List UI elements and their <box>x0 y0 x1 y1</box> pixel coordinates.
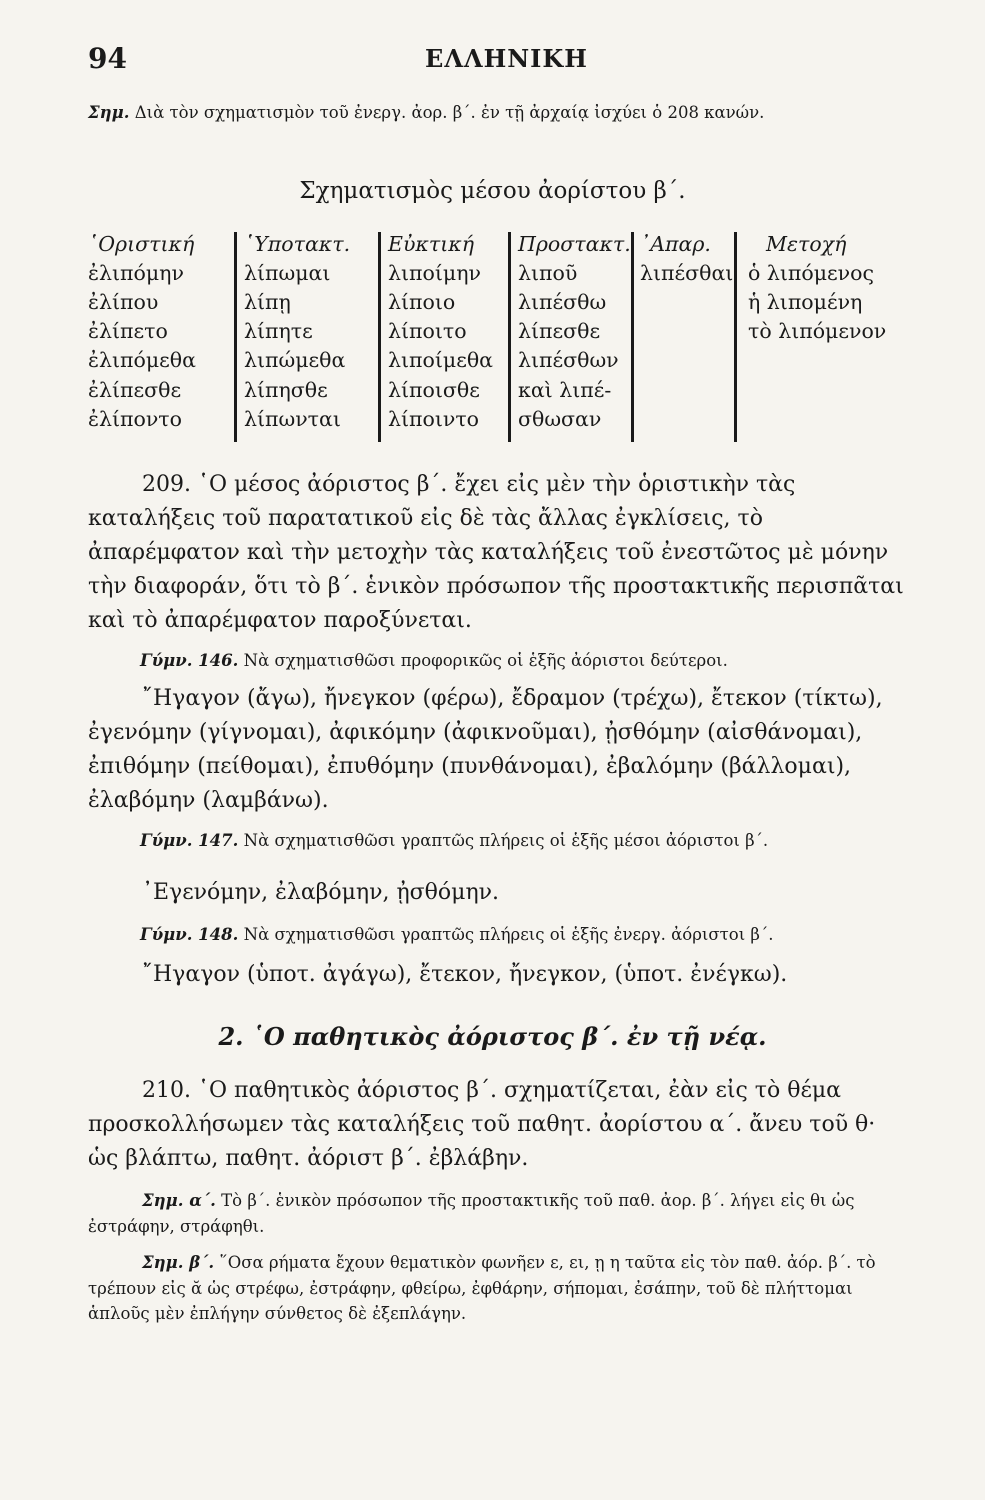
column-divider <box>734 232 737 442</box>
column-divider <box>508 232 511 442</box>
table-cell: λιπέσθων <box>518 348 619 373</box>
table-cell: ἐλιπόμεθα <box>88 348 196 373</box>
column-header: ᾿Απαρ. <box>640 232 711 256</box>
table-title: Σχηματισμὸς μέσου ἀορίστου β΄. <box>299 178 686 204</box>
table-cell: λιποίμην <box>388 261 481 286</box>
paragraph-number: 209. <box>142 472 191 497</box>
table-cell: ἐλίποντο <box>88 406 182 431</box>
page-header <box>88 42 925 82</box>
table-cell: λίπωνται <box>244 406 341 431</box>
exercise-148 <box>140 922 907 948</box>
note-b <box>88 1250 907 1327</box>
column-participle <box>748 230 886 346</box>
exercise-instruction: Νὰ σχηματισθῶσι προφορικῶς οἱ ἑξῆς ἀόριστοι δεύτεροι. <box>243 651 728 670</box>
table-cell: ἐλιπόμην <box>88 261 184 286</box>
table-cell: ὁ λιπόμενος <box>748 261 874 286</box>
exercise-instruction: Νὰ σχηματισθῶσι γραπτῶς πλήρεις οἱ ἑξῆς μέσοι ἀόριστοι β΄. <box>243 831 769 850</box>
column-header: Μετοχή <box>766 232 847 256</box>
table-cell: λίπητε <box>244 319 313 344</box>
table-cell: λίποισθε <box>388 377 480 402</box>
paragraph-text: ῾Ο μέσος ἀόριστος β΄. ἔχει εἰς μὲν τὴν ὁριστικὴν τὰς καταλήξεις τοῦ παρατατικοῦ εἰς δὲ τὰς ἄλλας ἐγκλίσεις, τὸ ἀπαρέμφατον καὶ τὴν μετοχὴν τὰς καταλήξεις τοῦ ἐνεστῶτος μὲ μόνην τὴν διαφοράν, ὅτι τὸ β΄. ἑνικὸν πρόσωπον τῆς προστακτικῆς περισπᾶται καὶ τὸ ἀπαρέμφατον παροξύνεται. <box>88 472 904 634</box>
table-cell: λιποίμεθα <box>388 348 494 373</box>
table-cell: λιπώμεθα <box>244 348 346 373</box>
note-1-label: Σημ. <box>88 103 130 122</box>
note-label: Σημ. β΄. <box>142 1253 215 1272</box>
note-1-text: Διὰ τὸν σχηματισμὸν τοῦ ἐνεργ. ἀορ. β΄. ἐν τῇ ἀρχαίᾳ ἰσχύει ὁ 208 κανών. <box>134 103 765 122</box>
column-divider <box>234 232 237 442</box>
note-1 <box>88 100 907 126</box>
table-cell: λιποῦ <box>518 261 578 286</box>
table-cell: λίποιο <box>388 290 456 315</box>
table-cell: ἐλίπεσθε <box>88 377 182 402</box>
column-header: Εὐκτική <box>388 232 474 256</box>
table-cell: τὸ λιπόμενον <box>748 319 887 344</box>
exercise-label: Γύμν. 147. <box>140 831 239 850</box>
running-title: ΕΛΛΗΝΙΚΗ <box>425 44 588 73</box>
page-number: 94 <box>88 42 127 75</box>
exercise-146-body: ῎Ηγαγον (ἄγω), ἤνεγκον (φέρω), ἔδραμον (τρέχω), ἔτεκον (τίκτω), ἐγενόμην (γίγνομαι), ἀφικόμην (ἀφικνοῦμαι), ᾐσθόμην (αἰσθάνομαι), ἐπιθόμην (πείθομαι), ἐπυθόμην (πυνθάνομαι), ἐβαλόμην (βάλλομαι), ἐλαβόμην (λαμβάνω). <box>88 686 883 814</box>
table-cell: καὶ λιπέ- <box>518 377 612 402</box>
table-cell: ἐλίπετο <box>88 319 168 344</box>
note-label: Σημ. α΄. <box>142 1191 216 1210</box>
column-header: Προστακτ. <box>518 232 631 256</box>
column-header: ῾Υποτακτ. <box>244 232 351 256</box>
table-cell: λίποιτο <box>388 319 467 344</box>
table-cell: λιπέσθαι <box>640 261 734 286</box>
table-cell: λίποιντο <box>388 406 480 431</box>
table-cell: σθωσαν <box>518 406 602 431</box>
column-optative <box>388 230 493 434</box>
paragraph-210 <box>88 1074 907 1176</box>
exercise-label: Γύμν. 148. <box>140 925 239 944</box>
section-heading: 2. ῾Ο παθητικὸς ἀόριστος β΄. ἐν τῇ νέᾳ. <box>218 1022 767 1051</box>
table-cell: ἐλίπου <box>88 290 159 315</box>
exercise-label: Γύμν. 146. <box>140 651 239 670</box>
column-divider <box>631 232 634 442</box>
exercise-147-body: ᾿Εγενόμην, ἐλαβόμην, ᾐσθόμην. <box>142 880 500 905</box>
column-subjunctive <box>244 230 350 434</box>
column-indicative <box>88 230 196 434</box>
note-text: Τὸ β΄. ἑνικὸν πρόσωπον τῆς προστακτικῆς τοῦ παθ. ἀορ. β΄. λήγει εἰς θι ὡς ἐστράφην, στράφηθι. <box>88 1191 855 1236</box>
table-cell: ἡ λιπομένη <box>748 290 863 315</box>
column-infinitive <box>640 230 733 288</box>
table-cell: λίπωμαι <box>244 261 331 286</box>
column-divider <box>378 232 381 442</box>
conjugation-table <box>88 230 888 448</box>
paragraph-text: ῾Ο παθητικὸς ἀόριστος β΄. σχηματίζεται, ἐὰν εἰς τὸ θέμα προσκολλήσωμεν τὰς καταλήξεις τοῦ παθητ. ἀορίστου α΄. ἄνευ τοῦ θ· ὡς βλάπτω, παθητ. ἀόριστ β΄. ἐβλάβην. <box>88 1078 876 1172</box>
note-text: ῞Οσα ρήματα ἔχουν θεματικὸν φωνῆεν ε, ει, ῃ η ταῦτα εἰς τὸν παθ. ἀόρ. β΄. τὸ τρέπουν εἰς ᾰ ὡς στρέφω, ἐστράφην, φθείρω, ἐφθάρην, σήπομαι, ἐσάπην, τοῦ δὲ πλήττομαι ἁπλοῦς μὲν ἐπλήγην σύνθετος δὲ ἐξεπλάγην. <box>88 1253 876 1324</box>
exercise-146 <box>140 648 907 674</box>
exercise-147 <box>140 828 907 854</box>
table-cell: λίπεσθε <box>518 319 601 344</box>
table-cell: λίπῃ <box>244 290 291 315</box>
column-imperative <box>518 230 631 434</box>
paragraph-number: 210. <box>142 1078 191 1103</box>
paragraph-209 <box>88 468 907 638</box>
table-cell: λιπέσθω <box>518 290 607 315</box>
exercise-148-body: ῎Ηγαγον (ὑποτ. ἀγάγω), ἔτεκον, ἤνεγκον, (ὑποτ. ἐνέγκω). <box>142 962 788 987</box>
note-a <box>88 1188 907 1239</box>
exercise-instruction: Νὰ σχηματισθῶσι γραπτῶς πλήρεις οἱ ἑξῆς ἐνεργ. ἀόριστοι β΄. <box>243 925 774 944</box>
table-cell: λίπησθε <box>244 377 328 402</box>
column-header: ῾Οριστική <box>88 232 195 256</box>
